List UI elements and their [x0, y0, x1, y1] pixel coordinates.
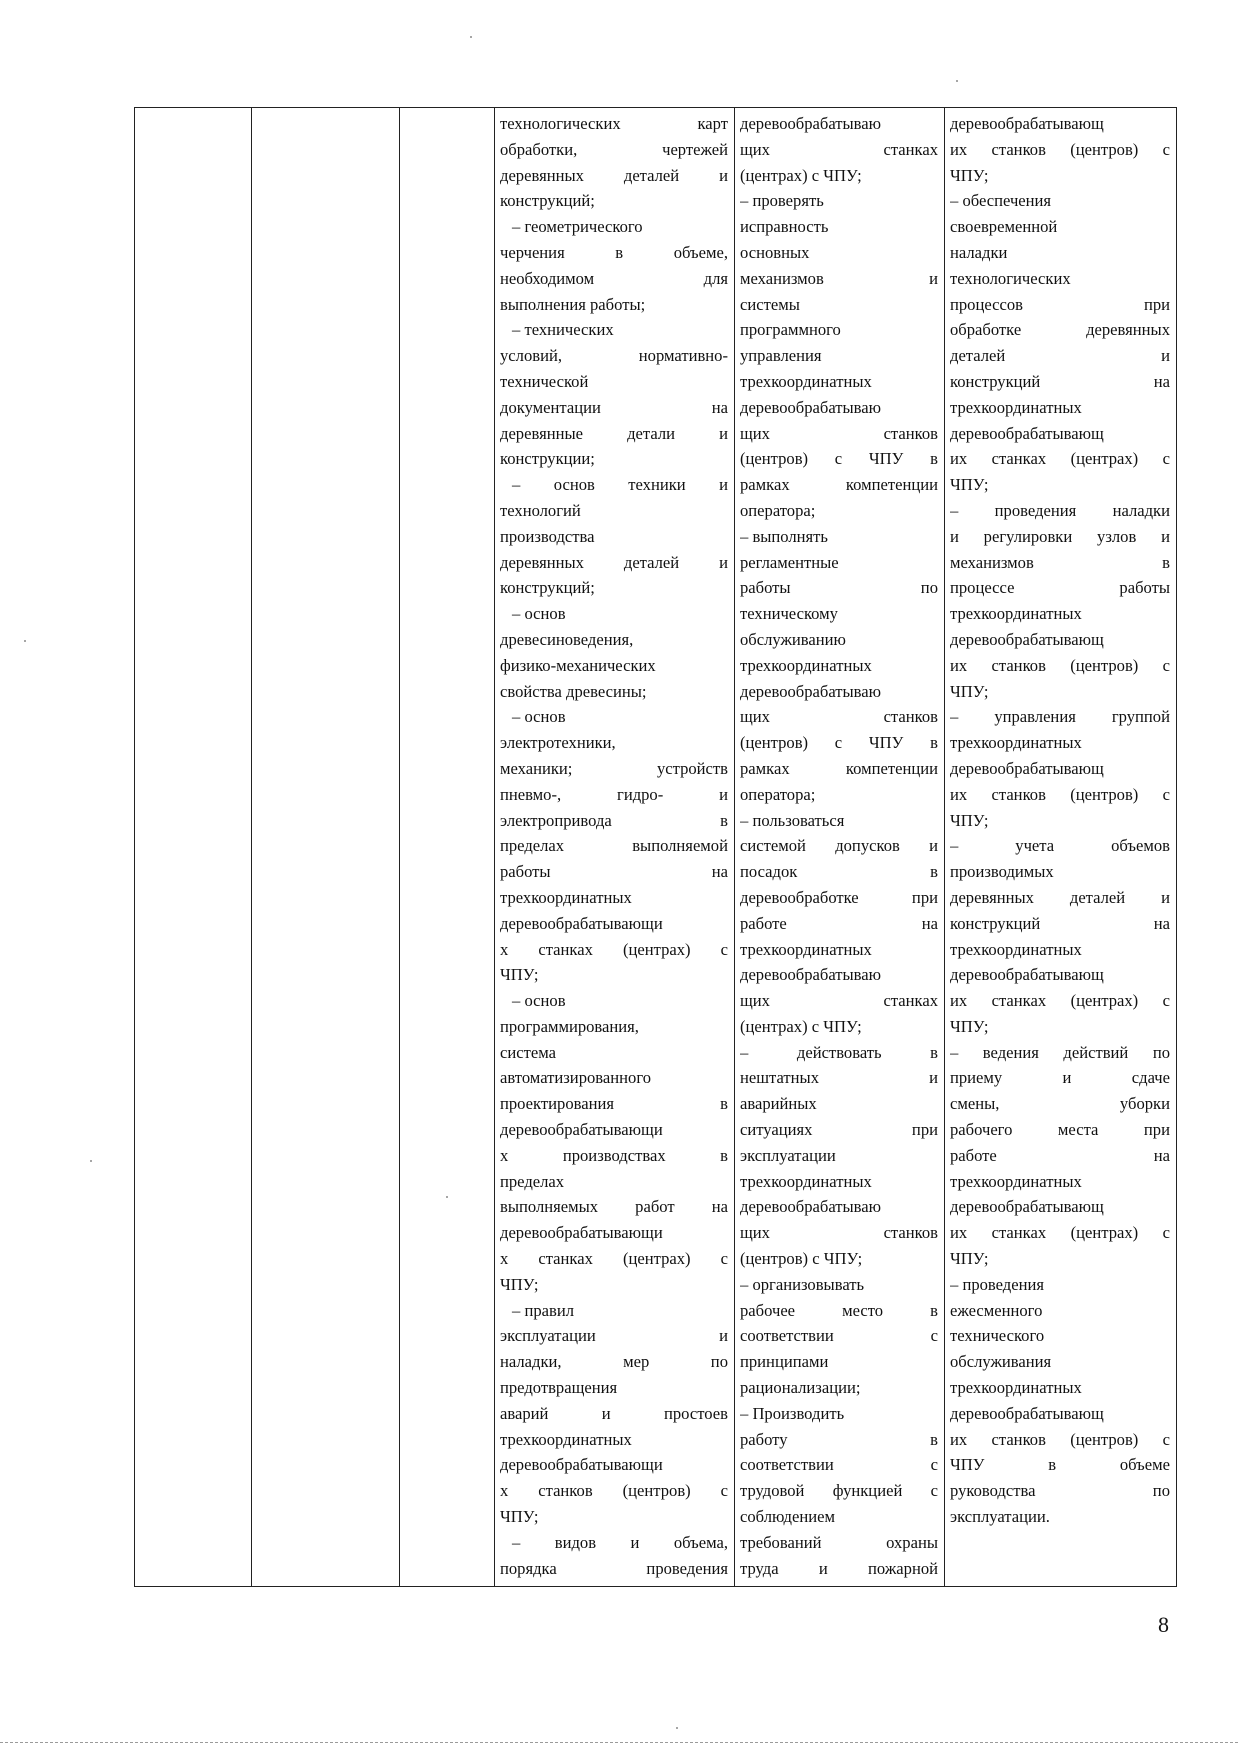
- cell-text-line: производимых: [950, 862, 1054, 882]
- cell-text-line: оператора;: [740, 784, 816, 804]
- table-cell-practical-experience: [945, 108, 1177, 1587]
- cell-text-line: процессов при: [950, 294, 1170, 314]
- cell-text-line: ЧПУ;: [950, 810, 989, 830]
- cell-text-line: щих станках: [740, 139, 938, 159]
- cell-text-line: работе на: [950, 1145, 1170, 1165]
- cell-text-line: х станках (центрах) с: [500, 1249, 728, 1269]
- cell-text-line: системы: [740, 294, 800, 314]
- cell-text-line: эксплуатации: [740, 1145, 836, 1165]
- cell-text-line: система: [500, 1042, 556, 1062]
- cell-text-line: деревообрабатываю: [740, 1197, 882, 1217]
- cell-text-line: исправность: [740, 217, 829, 237]
- cell-text-line: документации на: [500, 397, 728, 417]
- cell-text-line: ситуациях при: [740, 1120, 938, 1140]
- scan-speck: [470, 36, 472, 38]
- cell-text-line: обработки, чертежей: [500, 139, 728, 159]
- cell-text-line: регламентные: [740, 552, 839, 572]
- cell-text-line: деревообрабатывающ: [950, 629, 1104, 649]
- cell-text-line: аварий и простоев: [500, 1403, 728, 1423]
- cell-text-line: трудовой функцией с: [740, 1481, 938, 1501]
- cell-text-line: механизмов и: [740, 268, 938, 288]
- cell-text-line: трехкоординатных: [740, 655, 872, 675]
- cell-text-line: ЧПУ в объеме: [950, 1455, 1170, 1475]
- cell-text-line: – проведения: [950, 1274, 1045, 1294]
- cell-text-line: ЧПУ;: [950, 681, 989, 701]
- cell-text-line: деревообрабатываю: [740, 397, 882, 417]
- cell-text-line: деревообрабатывающ: [950, 1197, 1104, 1217]
- cell-text-line: технологических карт: [500, 114, 728, 133]
- cell-text-line: конструкций;: [500, 191, 595, 211]
- cell-text-line: условий, нормативно-: [500, 346, 728, 366]
- cell-text-line: ЧПУ;: [950, 165, 989, 185]
- cell-text-line: технологий: [500, 500, 581, 520]
- cell-text-line: их станков (центров) с: [950, 784, 1170, 804]
- cell-text-line: трехкоординатных: [950, 1378, 1082, 1398]
- cell-text-line: физико-механических: [500, 655, 656, 675]
- cell-text-line: конструкции;: [500, 449, 595, 469]
- table-cell-skills: [735, 108, 945, 1587]
- cell-text-line: конструкций на: [950, 913, 1170, 933]
- cell-text-line: х станках (центрах) с: [500, 939, 728, 959]
- cell-text-line: приему и сдаче: [950, 1068, 1170, 1088]
- cell-text-line: производства: [500, 526, 595, 546]
- cell-text-line: процессе работы: [950, 578, 1170, 598]
- cell-text-line: рационализации;: [740, 1378, 861, 1398]
- cell-text-line: трехкоординатных: [740, 1171, 872, 1191]
- cell-text-line: рамках компетенции: [740, 758, 938, 778]
- cell-text-line: щих станков: [740, 1223, 938, 1243]
- cell-text-line: – проверять: [740, 191, 824, 211]
- cell-text-line: электропривода в: [500, 810, 728, 830]
- cell-text-line: обслуживанию: [740, 629, 846, 649]
- cell-text-line: деревообрабатывающ: [950, 758, 1104, 778]
- cell-text-line: оператора;: [740, 500, 816, 520]
- cell-text-line: автоматизированного: [500, 1068, 652, 1088]
- cell-text-line: деревянных деталей и: [500, 552, 728, 572]
- cell-text-line: рабочее место в: [740, 1300, 938, 1320]
- cell-text-line: механики; устройств: [500, 758, 728, 778]
- cell-text-line: (центрах) с ЧПУ;: [740, 1016, 862, 1036]
- cell-text-line: (центров) с ЧПУ;: [740, 1249, 863, 1269]
- competency-table: [134, 107, 1177, 1587]
- cell-text-line: – проведения наладки: [950, 500, 1170, 520]
- cell-text-line: – учета объемов: [950, 836, 1170, 856]
- scan-speck: [446, 1196, 448, 1198]
- cell-text-line: предотвращения: [500, 1378, 618, 1398]
- cell-text-line: – организовывать: [740, 1274, 865, 1294]
- cell-text-line: технологических: [950, 268, 1071, 288]
- cell-text-line: трехкоординатных: [950, 733, 1082, 753]
- cell-text-line: – технических: [512, 320, 614, 340]
- cell-text-line: посадок в: [740, 862, 938, 882]
- cell-text-line: х станков (центров) с: [500, 1481, 728, 1501]
- cell-text-line: ЧПУ;: [500, 1274, 539, 1294]
- cell-text-line: деревообрабатываю: [740, 965, 882, 985]
- cell-text-line: технического: [950, 1326, 1045, 1346]
- cell-text-line: нештатных и: [740, 1068, 938, 1088]
- scan-speck: [24, 640, 26, 642]
- cell-text-line: деревянных деталей и: [950, 887, 1170, 907]
- cell-text-line: – ведения действий по: [950, 1042, 1170, 1062]
- cell-text-line: техническому: [740, 604, 838, 624]
- cell-text-line: щих станков: [740, 707, 938, 727]
- cell-text-line: системой допусков и: [740, 836, 938, 856]
- cell-text-line: деревообрабатывающи: [500, 1223, 663, 1243]
- cell-text-line: соответствии с: [740, 1455, 938, 1475]
- cell-text-line: программирования,: [500, 1016, 639, 1036]
- cell-text-line: трехкоординатных: [740, 939, 872, 959]
- cell-text-line: работы на: [500, 862, 728, 882]
- cell-text-line: черчения в объеме,: [500, 242, 728, 262]
- cell-text-line: конструкций;: [500, 578, 595, 598]
- cell-text-line: обслуживания: [950, 1352, 1052, 1372]
- cell-text-line: требований охраны: [740, 1532, 938, 1552]
- cell-text-line: наладки: [950, 242, 1008, 262]
- cell-text-line: щих станков: [740, 423, 938, 443]
- cell-text-line: порядка проведения: [500, 1558, 728, 1578]
- cell-text-line: труда и пожарной: [740, 1558, 938, 1578]
- cell-text-line: их станков (центров) с: [950, 139, 1170, 159]
- cell-text-line: ЧПУ;: [950, 1016, 989, 1036]
- cell-text-line: трехкоординатных: [500, 887, 632, 907]
- cell-text-line: наладки, мер по: [500, 1352, 728, 1372]
- cell-text-line: принципами: [740, 1352, 829, 1372]
- cell-text-line: деревообработке при: [740, 887, 938, 907]
- cell-text-line: трехкоординатных: [950, 397, 1082, 417]
- cell-text-line: (центров) с ЧПУ в: [740, 449, 938, 469]
- cell-text-line: трехкоординатных: [950, 939, 1082, 959]
- cell-text-line: работы по: [740, 578, 938, 598]
- page-number: 8: [1158, 1612, 1169, 1637]
- cell-text-line: аварийных: [740, 1094, 817, 1114]
- cell-text-line: – действовать в: [740, 1042, 938, 1062]
- cell-text-line: их станков (центров) с: [950, 1429, 1170, 1449]
- cell-text-line: деталей и: [950, 346, 1170, 366]
- cell-text-line: деревообрабатываю: [740, 114, 882, 133]
- cell-text-line: ЧПУ;: [950, 475, 989, 495]
- scan-speck: [676, 1727, 678, 1729]
- cell-text-line: трехкоординатных: [950, 1171, 1082, 1191]
- cell-text-line: обработке деревянных: [950, 320, 1170, 340]
- cell-text-line: деревообрабатывающ: [950, 423, 1104, 443]
- table-cell-col2: [252, 108, 400, 1587]
- cell-text-line: щих станках: [740, 991, 938, 1011]
- cell-text-line: электротехники,: [500, 733, 616, 753]
- cell-text-line: – основ: [512, 707, 566, 727]
- cell-text-line: конструкций на: [950, 371, 1170, 391]
- cell-text-line: основных: [740, 242, 810, 262]
- cell-text-line: работу в: [740, 1429, 938, 1449]
- cell-text-line: выполняемых работ на: [500, 1197, 728, 1217]
- cell-text-line: технической: [500, 371, 589, 391]
- cell-text-line: деревообрабатывающи: [500, 1120, 663, 1140]
- cell-text-line: эксплуатации и: [500, 1326, 728, 1346]
- cell-text-line: ЧПУ;: [950, 1249, 989, 1269]
- cell-text-line: деревообрабатывающ: [950, 965, 1104, 985]
- cell-text-line: соответствии с: [740, 1326, 938, 1346]
- cell-text-line: (центрах) с ЧПУ;: [740, 165, 862, 185]
- cell-text-line: пневмо-, гидро- и: [500, 784, 728, 804]
- cell-text-line: программного: [740, 320, 841, 340]
- cell-text-line: свойства древесины;: [500, 681, 647, 701]
- cell-text-line: их станков (центров) с: [950, 655, 1170, 675]
- cell-text-line: смены, уборки: [950, 1094, 1170, 1114]
- cell-text-line: своевременной: [950, 217, 1058, 237]
- cell-text-line: деревянные детали и: [500, 423, 728, 443]
- cell-text-line: и регулировки узлов и: [950, 526, 1170, 546]
- cell-text-line: – видов и объема,: [512, 1532, 728, 1552]
- table-row: [135, 108, 1177, 1587]
- cell-text-line: деревообрабатывающ: [950, 1403, 1104, 1423]
- cell-text-line: их станках (центрах) с: [950, 991, 1170, 1011]
- cell-text-line: руководства по: [950, 1481, 1170, 1501]
- cell-text-line: ЧПУ;: [500, 1507, 539, 1527]
- cell-text-line: выполнения работы;: [500, 294, 646, 314]
- cell-text-line: ежесменного: [950, 1300, 1043, 1320]
- cell-text-line: деревообрабатывающи: [500, 913, 663, 933]
- cell-text-line: механизмов в: [950, 552, 1170, 572]
- cell-text-line: трехкоординатных: [500, 1429, 632, 1449]
- scan-speck: [90, 1160, 92, 1162]
- cell-text-line: – выполнять: [740, 526, 829, 546]
- cell-text-line: деревообрабатывающи: [500, 1455, 663, 1475]
- cell-text-line: соблюдением: [740, 1507, 835, 1527]
- table-cell-col3: [400, 108, 495, 1587]
- cell-text-line: – основ: [512, 991, 566, 1011]
- cell-text-line: – управления группой: [950, 707, 1170, 727]
- cell-text-line: – основ: [512, 604, 566, 624]
- cell-text-line: рамках компетенции: [740, 475, 938, 495]
- cell-text-line: деревообрабатывающ: [950, 114, 1104, 133]
- cell-text-line: – пользоваться: [740, 810, 845, 830]
- cell-text-line: – правил: [512, 1300, 574, 1320]
- cell-text-line: проектирования в: [500, 1094, 728, 1114]
- cell-text-line: трехкоординатных: [740, 371, 872, 391]
- cell-text-line: деревянных деталей и: [500, 165, 728, 185]
- scan-speck: [956, 80, 958, 82]
- table-cell-knowledge: [495, 108, 735, 1587]
- cell-text-line: древесиноведения,: [500, 629, 634, 649]
- cell-text-line: их станках (центрах) с: [950, 449, 1170, 469]
- table-cell-col1: [135, 108, 252, 1587]
- scan-edge-divider: [0, 1742, 1238, 1743]
- cell-text-line: пределах выполняемой: [500, 836, 728, 856]
- cell-text-line: (центров) с ЧПУ в: [740, 733, 938, 753]
- cell-text-line: ЧПУ;: [500, 965, 539, 985]
- cell-text-line: управления: [740, 346, 822, 366]
- cell-text-line: работе на: [740, 913, 938, 933]
- cell-text-line: деревообрабатываю: [740, 681, 882, 701]
- cell-text-line: – геометрического: [512, 217, 643, 237]
- cell-text-line: пределах: [500, 1171, 565, 1191]
- cell-text-line: необходимом для: [500, 268, 728, 288]
- cell-text-line: их станках (центрах) с: [950, 1223, 1170, 1243]
- cell-text-line: – основ техники и: [512, 475, 728, 495]
- cell-text-line: рабочего места при: [950, 1120, 1170, 1140]
- cell-text-line: х производствах в: [500, 1145, 728, 1165]
- cell-text-line: трехкоординатных: [950, 604, 1082, 624]
- cell-text-line: – Производить: [740, 1403, 845, 1423]
- cell-text-line: эксплуатации.: [950, 1507, 1050, 1527]
- cell-text-line: – обеспечения: [950, 191, 1052, 211]
